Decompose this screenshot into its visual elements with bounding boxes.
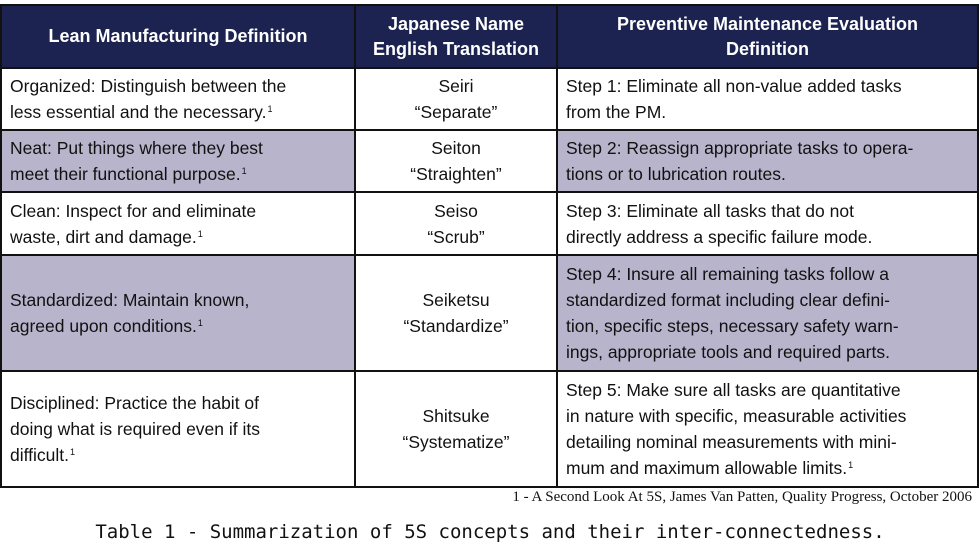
definition-line: Clean: Inspect for and eliminate	[10, 200, 257, 221]
header-lean-definition	[1, 5, 355, 68]
footnote-mark: 1	[197, 228, 203, 239]
english-translation: “Standardize”	[403, 316, 509, 336]
pm-step-cell	[557, 255, 978, 371]
header-japanese-name	[355, 5, 557, 68]
pm-step-cell	[557, 192, 978, 255]
table-row-standardized	[1, 255, 978, 371]
lean-definition-cell	[1, 68, 355, 130]
header-text: Lean Manufacturing Definition	[48, 26, 308, 46]
japanese-name: Shitsuke	[422, 406, 490, 426]
definition-line: Disciplined: Practice the habit of	[10, 393, 260, 413]
japanese-name-cell	[355, 192, 557, 255]
footnote-mark: 1	[70, 447, 76, 457]
pm-line: Step 1: Eliminate all non-value added tasks	[566, 76, 902, 96]
table-row-disciplined	[1, 371, 978, 487]
pm-line: Step 3: Eliminate all tasks that do not	[566, 200, 854, 221]
japanese-name: Seiton	[431, 138, 481, 158]
lean-definition-cell	[1, 192, 355, 255]
header-text: Japanese Name	[387, 13, 525, 34]
english-translation: “Straighten”	[410, 164, 502, 184]
definition-line: Organized: Distinguish between the	[10, 76, 287, 96]
pm-line: from the PM.	[566, 102, 667, 122]
table-row-neat	[1, 130, 978, 192]
english-translation: “Separate”	[414, 102, 498, 122]
pm-line: tion, specific steps, necessary safety warn-	[566, 316, 899, 336]
definition-line: doing what is required even if its	[10, 419, 260, 439]
japanese-name-cell	[355, 68, 557, 130]
footnote-mark: 1	[241, 166, 247, 176]
header-text: Definition	[726, 38, 809, 59]
definition-line: difficult.$^1$	[10, 445, 76, 465]
footnote-mark: 1	[848, 460, 854, 470]
pm-line: ings, appropriate tools and required parts.	[566, 342, 890, 362]
header-pm-evaluation	[557, 5, 978, 68]
pm-step-cell	[557, 130, 978, 192]
lean-definition-cell	[1, 371, 355, 487]
definition-line: Neat: Put things where they best	[10, 138, 263, 158]
table-row-organized	[1, 68, 978, 130]
table-row-clean	[1, 192, 978, 255]
pm-line: Step 5: Make sure all tasks are quantitative	[566, 380, 901, 400]
source-footnote: 1 - A Second Look At 5S, James Van Patten, Quality Progress, October 2006	[512, 489, 972, 505]
pm-line: in nature with specific, measurable activities	[566, 406, 907, 426]
japanese-name: Seiri	[438, 76, 474, 96]
pm-line: directly address a specific failure mode.	[566, 226, 873, 247]
lean-definition-cell	[1, 255, 355, 371]
header-row	[1, 5, 978, 68]
english-translation: “Systematize”	[402, 432, 510, 452]
lean-definition-cell	[1, 130, 355, 192]
pm-step-cell	[557, 371, 978, 487]
pm-line: Step 4: Insure all remaining tasks follow a	[566, 264, 889, 284]
english-translation: “Scrub”	[427, 226, 485, 247]
japanese-name: Seiketsu	[422, 290, 490, 310]
definition-line: agreed upon conditions.$^1$	[10, 316, 203, 336]
pm-line: Step 2: Reassign appropriate tasks to opera-	[566, 138, 914, 158]
definition-line: Standardized: Maintain known,	[10, 290, 250, 310]
pm-line: mum and maximum allowable limits.$^1$	[566, 458, 854, 478]
header-text: Preventive Maintenance Evaluation	[616, 13, 919, 34]
summary-table	[0, 4, 979, 488]
pm-step-cell	[557, 68, 978, 130]
definition-line: meet their functional purpose.$^1$	[10, 164, 247, 184]
footnote-mark: 1	[267, 104, 273, 114]
summary-table-container	[0, 4, 977, 488]
japanese-name-cell	[355, 130, 557, 192]
pm-line: detailing nominal measurements with mini-	[566, 432, 897, 452]
japanese-name: Seiso	[434, 200, 478, 221]
definition-line: less essential and the necessary.$^1$	[10, 102, 273, 122]
header-text: English Translation	[372, 38, 540, 59]
japanese-name-cell	[355, 255, 557, 371]
japanese-name-cell	[355, 371, 557, 487]
table-caption: Table 1 - Summarization of 5S concepts and their inter-connectedness.	[95, 521, 885, 543]
pm-line: tions or to lubrication routes.	[566, 164, 786, 184]
footnote-mark: 1	[197, 318, 203, 328]
pm-line: standardized format including clear defini-	[566, 290, 890, 310]
definition-line: waste, dirt and damage.$^1$	[10, 226, 203, 247]
